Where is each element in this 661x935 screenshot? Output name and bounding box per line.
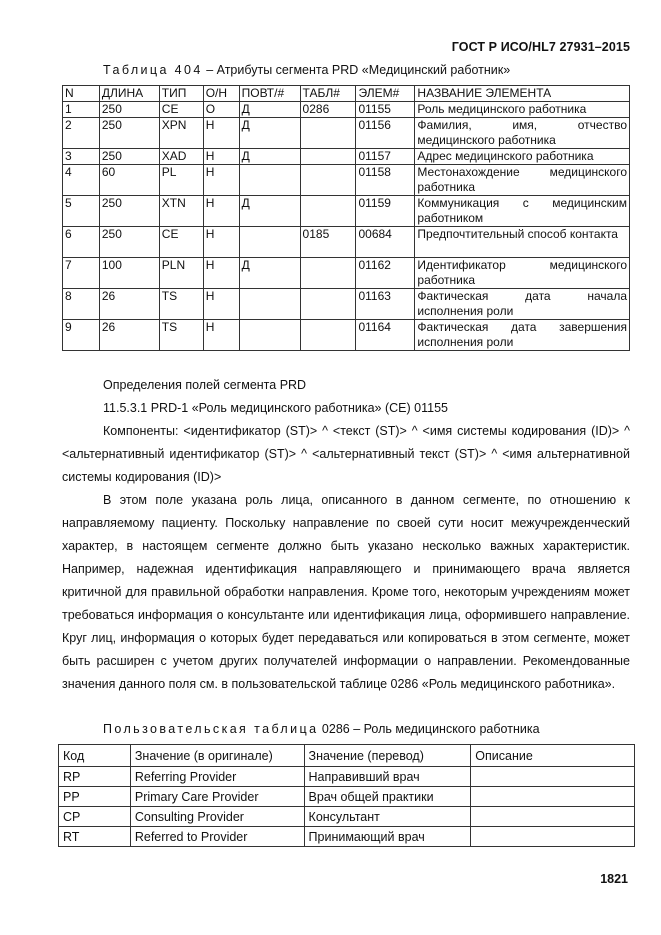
table-cell: Н xyxy=(203,149,239,165)
components-paragraph: Компоненты: <идентификатор (ST)> ^ <текст (ST)> ^ <имя системы кодирования (ID)> ^ <альтернативный идентификатор (ST)> ^ <альтернативный текст (ST)> ^ <имя альтернативной системы кодирования (ID)> xyxy=(62,424,630,484)
table-286-header-row xyxy=(59,745,635,767)
table-cell xyxy=(239,289,300,320)
col-header-description: Описание xyxy=(471,745,635,767)
table-cell xyxy=(471,807,635,827)
table-cell: 250 xyxy=(99,149,159,165)
table-cell xyxy=(471,767,635,787)
table-286-caption-prefix: Пользовательская таблица xyxy=(103,722,319,736)
table-cell: Н xyxy=(203,289,239,320)
section-heading xyxy=(62,374,630,397)
table-cell: 9 xyxy=(63,320,100,351)
table-404-caption-text: – Атрибуты сегмента PRD «Медицинский работник» xyxy=(202,63,511,77)
table-cell: 0286 xyxy=(300,102,356,118)
table-286 xyxy=(58,744,635,847)
table-cell: RT xyxy=(59,827,131,847)
col-header-code: Код xyxy=(59,745,131,767)
table-cell: Н xyxy=(203,118,239,149)
table-cell: Д xyxy=(239,118,300,149)
table-row xyxy=(59,807,635,827)
table-cell: 01162 xyxy=(356,258,415,289)
section-heading-text: Определения полей сегмента PRD xyxy=(103,378,307,392)
table-cell xyxy=(300,289,356,320)
table-row xyxy=(63,149,630,165)
table-cell: 01163 xyxy=(356,289,415,320)
table-cell: 26 xyxy=(99,289,159,320)
table-cell: Д xyxy=(239,102,300,118)
col-header-length: ДЛИНА xyxy=(99,86,159,102)
table-cell: Referring Provider xyxy=(130,767,304,787)
table-cell: PP xyxy=(59,787,131,807)
table-row xyxy=(63,258,630,289)
table-286-caption-text: 0286 – Роль медицинского работника xyxy=(318,722,540,736)
table-cell: 0185 xyxy=(300,227,356,258)
table-row xyxy=(63,102,630,118)
table-cell: Направивший врач xyxy=(304,767,471,787)
table-row xyxy=(63,118,630,149)
table-cell xyxy=(300,149,356,165)
table-cell: Фамилия, имя, отчество медицинского работника xyxy=(415,118,630,149)
table-cell xyxy=(300,196,356,227)
col-header-repeat: ПОВТ/# xyxy=(239,86,300,102)
table-cell: O xyxy=(203,102,239,118)
table-cell xyxy=(300,118,356,149)
col-header-optionality: О/Н xyxy=(203,86,239,102)
table-cell: Идентификатор медицинского работника xyxy=(415,258,630,289)
table-cell: CP xyxy=(59,807,131,827)
table-cell: Primary Care Provider xyxy=(130,787,304,807)
table-cell: Н xyxy=(203,196,239,227)
table-cell: 01158 xyxy=(356,165,415,196)
table-cell: Предпочтительный способ контакта xyxy=(415,227,630,258)
table-cell xyxy=(471,787,635,807)
table-286-caption xyxy=(103,722,540,736)
table-cell: 250 xyxy=(99,102,159,118)
table-cell: 250 xyxy=(99,118,159,149)
table-cell: Д xyxy=(239,258,300,289)
col-header-table: ТАБЛ# xyxy=(300,86,356,102)
table-cell: 2 xyxy=(63,118,100,149)
col-header-value-translation: Значение (перевод) xyxy=(304,745,471,767)
table-row xyxy=(63,289,630,320)
table-row xyxy=(63,165,630,196)
table-cell: 6 xyxy=(63,227,100,258)
document-header: ГОСТ Р ИСО/HL7 27931–2015 xyxy=(451,40,630,54)
table-cell xyxy=(300,320,356,351)
table-cell: XAD xyxy=(159,149,203,165)
table-row xyxy=(63,227,630,258)
table-cell: Д xyxy=(239,196,300,227)
table-row xyxy=(63,320,630,351)
col-header-value-original: Значение (в оригинале) xyxy=(130,745,304,767)
table-row xyxy=(59,827,635,847)
col-header-n: N xyxy=(63,86,100,102)
table-cell: Консультант xyxy=(304,807,471,827)
table-404 xyxy=(62,85,630,351)
table-cell: 01159 xyxy=(356,196,415,227)
table-cell: TS xyxy=(159,320,203,351)
table-cell: 100 xyxy=(99,258,159,289)
table-cell: Врач общей практики xyxy=(304,787,471,807)
table-cell: 4 xyxy=(63,165,100,196)
table-cell: TS xyxy=(159,289,203,320)
table-cell: CE xyxy=(159,102,203,118)
table-cell: 5 xyxy=(63,196,100,227)
table-cell: 8 xyxy=(63,289,100,320)
col-header-element: ЭЛЕМ# xyxy=(356,86,415,102)
table-cell: 3 xyxy=(63,149,100,165)
description-paragraph: В этом поле указана роль лица, описанного в данном сегменте, по отношению к направляемому пациенту. Поскольку направление по своей сути носит межучрежденческий характер, в настоящем сегменте должно быть указано несколько важных характеристик. Например, надежная идентификация направляющего и принимающего врача является критичной для правильной обработки направления. Кроме того, некоторым учреждениям может требоваться информация о консультанте или идентификация лица, оформившего направление. Круг лиц, информация о которых будет передаваться или копироваться в этом сегменте, может быть расширен с учетом других получателей информации о направлении. Рекомендованные значения данного поля см. в пользовательской таблице 0286 «Роль медицинского работника». xyxy=(62,493,630,691)
table-404-header-row xyxy=(63,86,630,102)
table-404-caption xyxy=(103,63,510,77)
table-cell xyxy=(300,165,356,196)
table-cell: Принимающий врач xyxy=(304,827,471,847)
table-404-caption-prefix: Таблица 404 xyxy=(103,63,203,77)
table-cell: 7 xyxy=(63,258,100,289)
table-cell: 01157 xyxy=(356,149,415,165)
table-cell: 250 xyxy=(99,227,159,258)
table-cell: 60 xyxy=(99,165,159,196)
table-cell xyxy=(239,165,300,196)
table-cell: 00684 xyxy=(356,227,415,258)
table-cell xyxy=(239,320,300,351)
table-row xyxy=(59,767,635,787)
table-cell xyxy=(300,258,356,289)
table-cell: Роль медицинского работника xyxy=(415,102,630,118)
page-number: 1821 xyxy=(600,872,628,886)
table-cell: 1 xyxy=(63,102,100,118)
table-cell: CE xyxy=(159,227,203,258)
table-cell: XTN xyxy=(159,196,203,227)
field-heading-text: 11.5.3.1 PRD-1 «Роль медицинского работника» (CE) 01155 xyxy=(103,401,448,415)
table-cell: Местонахождение медицинского работника xyxy=(415,165,630,196)
col-header-type: ТИП xyxy=(159,86,203,102)
table-cell: 01164 xyxy=(356,320,415,351)
col-header-element-name: НАЗВАНИЕ ЭЛЕМЕНТА xyxy=(415,86,630,102)
table-cell xyxy=(471,827,635,847)
table-cell: Н xyxy=(203,258,239,289)
table-cell: 01156 xyxy=(356,118,415,149)
table-cell: Коммуникация с медицинским работником xyxy=(415,196,630,227)
table-row xyxy=(63,196,630,227)
table-cell: Referred to Provider xyxy=(130,827,304,847)
table-cell: Фактическая дата завершения исполнения роли xyxy=(415,320,630,351)
table-cell: XPN xyxy=(159,118,203,149)
table-cell: RP xyxy=(59,767,131,787)
table-cell: Н xyxy=(203,320,239,351)
table-cell xyxy=(239,227,300,258)
field-heading xyxy=(62,397,630,420)
table-cell: Н xyxy=(203,227,239,258)
table-cell: 250 xyxy=(99,196,159,227)
table-row xyxy=(59,787,635,807)
table-cell: Фактическая дата начала исполнения роли xyxy=(415,289,630,320)
table-cell: 01155 xyxy=(356,102,415,118)
table-cell: PL xyxy=(159,165,203,196)
table-cell: Д xyxy=(239,149,300,165)
table-cell: 26 xyxy=(99,320,159,351)
table-cell: Адрес медицинского работника xyxy=(415,149,630,165)
table-cell: Consulting Provider xyxy=(130,807,304,827)
table-cell: Н xyxy=(203,165,239,196)
table-cell: PLN xyxy=(159,258,203,289)
